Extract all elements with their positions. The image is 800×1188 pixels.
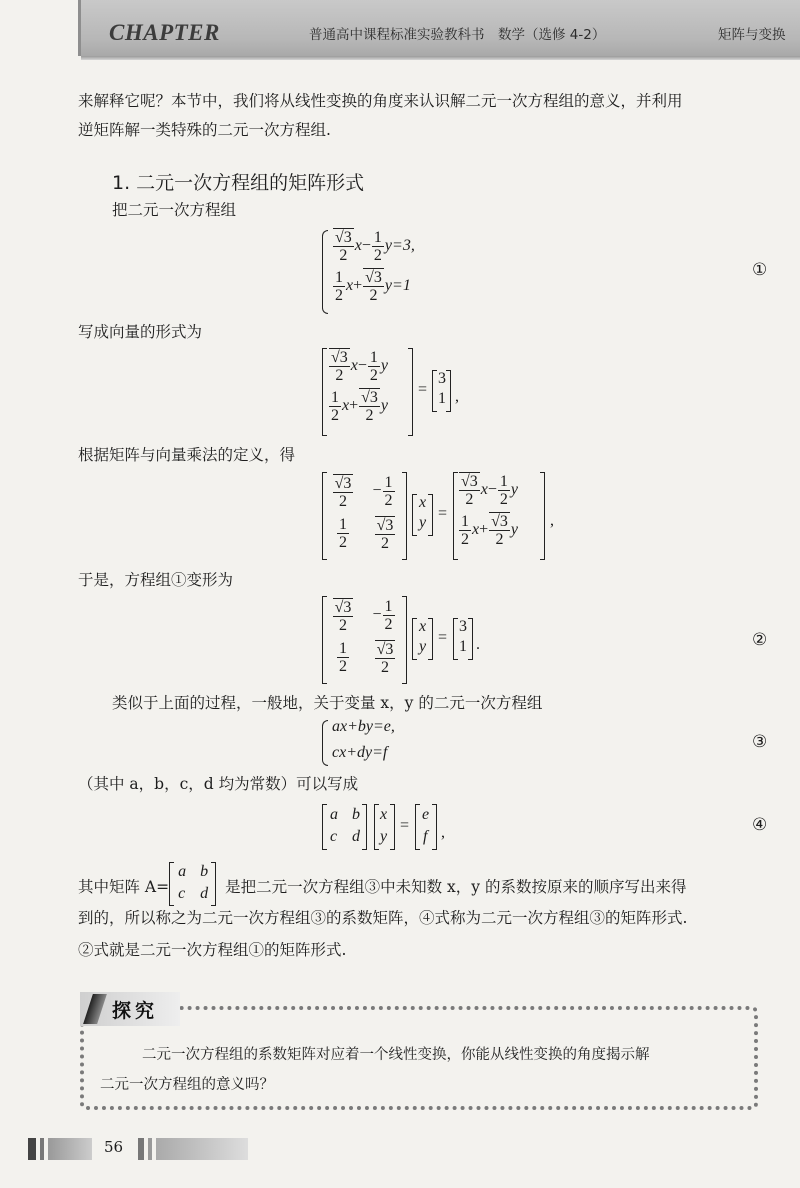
label-2: ②: [752, 630, 768, 650]
text-thus: 于是，方程组①变形为: [78, 571, 234, 589]
equation-system-3: ax+by=e, cx+dy=f: [322, 716, 462, 768]
matrix-vector-equation: $\frac{√3}{2}$ − $\frac{1}{2}$ $\frac{1}{2}$ $\frac{√3}{2}$ x y = $\frac{√3}{2}$ x − $\frac{1}{2}$ y $\frac{1}{2}$ x + $\frac{√3}{2}$ y ,: [322, 470, 562, 562]
chapter-label: CHAPTER: [109, 20, 220, 45]
para-line-3: ②式就是二元一次方程组①的矩阵形式.: [78, 941, 347, 959]
explore-line-2: 二元一次方程组的意义吗？: [100, 1077, 274, 1093]
label-1: ①: [752, 260, 768, 280]
equation-system-1: $\frac{√3}{2}$ x − $\frac{1}{2}$ y=3, $\frac{1}{2}$ x + $\frac{√3}{2}$ y=1: [322, 226, 522, 316]
intro-line-2: 逆矩阵解一类特殊的二元一次方程组.: [78, 121, 331, 139]
text-similar: 类似于上面的过程，一般地，关于变量 x，y 的二元一次方程组: [112, 694, 543, 712]
intro-line-1: 来解释它呢？本节中，我们将从线性变换的角度来认识解二元一次方程组的意义，并利用: [78, 92, 683, 110]
para-line-1: 其中矩阵 A= a b c d 是把二元一次方程组③中未知数 x，y 的系数按原来的顺序写出来得: [78, 866, 686, 910]
vector-equation: $\frac{√3}{2}$ x − $\frac{1}{2}$ y $\frac{1}{2}$ x + $\frac{√3}{2}$ y = 3 1 ,: [322, 346, 482, 438]
para-line-2: 到的，所以称之为二元一次方程组③的系数矩阵，④式称为二元一次方程组③的矩阵形式.: [78, 909, 688, 927]
matrix-equation-4: a b c d x y = e f ,: [322, 802, 482, 852]
book-title: 普通高中课程标准实验教科书 数学（选修 4-2）: [309, 27, 606, 43]
text-where: （其中 a，b，c，d 均为常数）可以写成: [78, 775, 359, 793]
text-put: 把二元一次方程组: [112, 201, 237, 219]
text-vector-form: 写成向量的形式为: [78, 323, 203, 341]
section-title: 1. 二元一次方程组的矩阵形式: [112, 172, 365, 194]
matrix-equation-2: $\frac{√3}{2}$ − $\frac{1}{2}$ $\frac{1}{2}$ $\frac{√3}{2}$ x y = 3 1 .: [322, 594, 502, 686]
page-header: [78, 0, 800, 56]
text-by-definition: 根据矩阵与向量乘法的定义，得: [78, 446, 296, 464]
footer-decoration-left: [28, 1138, 92, 1160]
label-4: ④: [752, 815, 768, 835]
footer-decoration-right: [138, 1138, 248, 1160]
page-number: 56: [104, 1138, 124, 1156]
explore-tag-label: 探究: [112, 1000, 159, 1022]
explore-line-1: 二元一次方程组的系数矩阵对应着一个线性变换，你能从线性变换的角度揭示解: [142, 1047, 650, 1063]
chapter-title: 矩阵与变换: [718, 27, 786, 43]
label-3: ③: [752, 732, 768, 752]
